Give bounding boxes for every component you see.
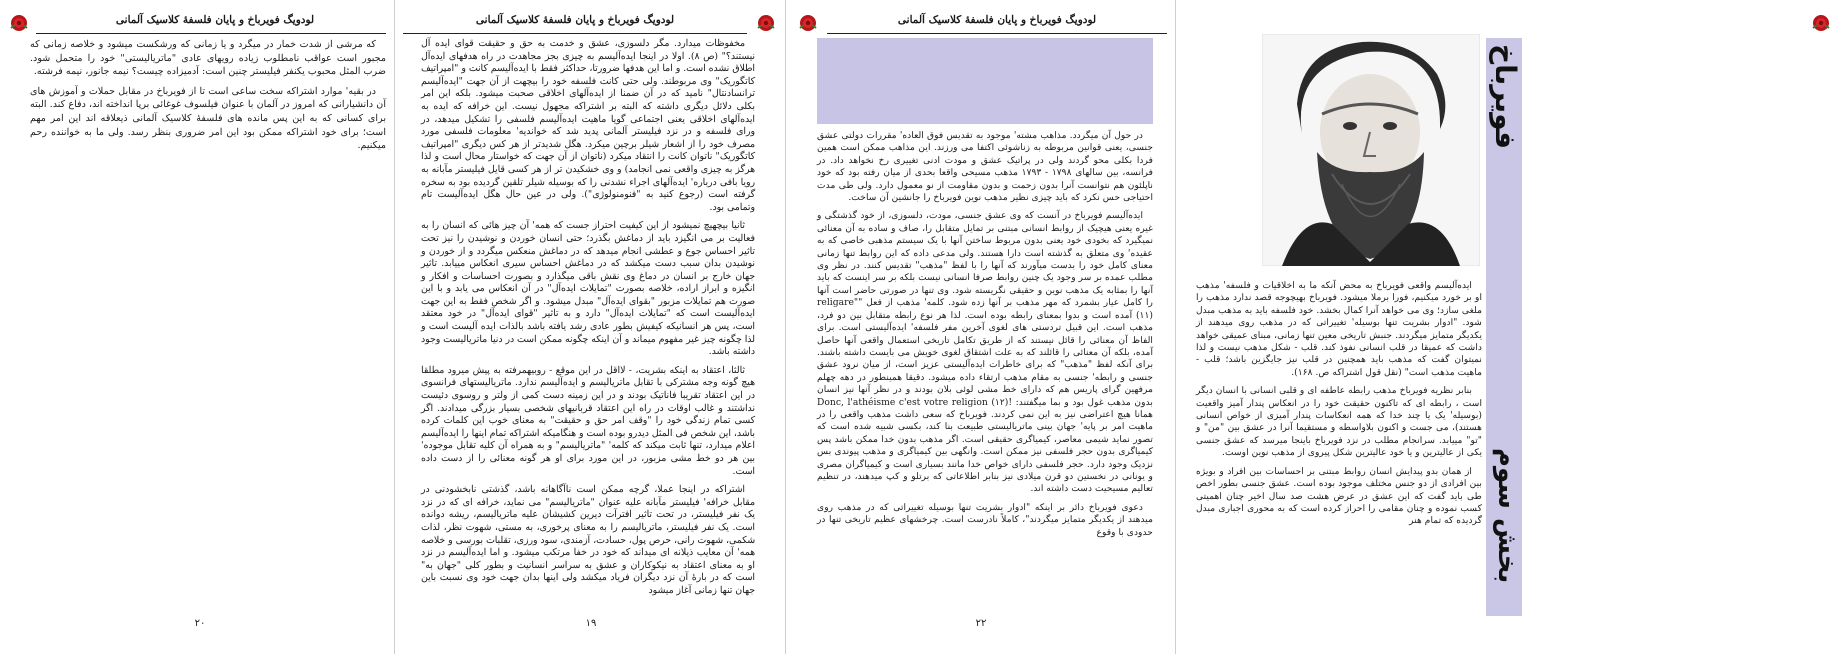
page-20 (0, 0, 394, 654)
page-21 (1176, 0, 1840, 654)
page-number: ۱۹ (585, 618, 597, 629)
rose-ornament-icon (8, 12, 30, 34)
page-number: ۲۲ (975, 618, 987, 629)
header-rule (403, 33, 747, 34)
rose-ornament-icon (755, 12, 777, 34)
rose-ornament-icon (1810, 12, 1832, 34)
rose-ornament-icon (797, 12, 819, 34)
body-text (817, 130, 1153, 545)
body-text (421, 38, 755, 604)
paragraph: در حول آن میگردد. مذاهب مشته' موجود به تقدیس فوق العاده' مقررات دولتی عشق جنسی، یعنی قوانین مربوطه به زناشوئی اکتفا می ورزند. این مذاهب ممکن است همین فردا بکلی محو گردند ولی در پراتیک عشق و مودت ادنی تغییری رخ نخواهد داد. در فرانسه، بین سالهای ۱۷۹۸ - ۱۷۹۳ مذهب مسیحی واقعا بحدی از میان رفته بود که خود ناپلئون هم نتوانست آنرا بدون زحمت و بدون مقاومت از نو معمول دارد. ولی طی مدت احتیاجی حس نکرد که باید چیزی نظیر مذهب نوین فویرباخ را جانشین آن ساخت. (817, 130, 1154, 204)
running-header: لودویگ فویرباخ و پایان فلسفهٔ کلاسیک آلمانی (115, 14, 315, 26)
body-text (1196, 280, 1482, 534)
paragraph: ایده‌آلیسم واقعی فویرباخ به محض آنکه ما به اخلاقیات و فلسفه' مذهب او بر خورد میکنیم، فورا برملا میشود. فویرباخ بهیچوجه قصد ندارد مذهب را ملغی سازد؛ وی می خواهد آنرا کمال بخشد. خود فلسفه باید به مذهب مبدل شود. "ادوار بشریت تنها بوسیله' تغییراتی که در مذهب روی میدهند از یکدیگر متمایز میگردند. جنبش تاریخی معین تنها زمانی، مبنای عمیقی خواهد داشت که عمیقا در قلب انسانی نفوذ کند. قلب - شکل مذهب نیست و لذا نمیتوان گفت که مذهب باید همچنین در قلب نیز جایگزین باشد؛ قلب - ماهیت مذهب است" (نقل قول اشتراکه ص. ۱۶۸). (1196, 280, 1482, 378)
highlight-box (817, 38, 1153, 124)
running-header: لودویگ فویرباخ و پایان فلسفهٔ کلاسیک آلمانی (897, 14, 1097, 26)
paragraph: ثالثا، اعتقاد به اینکه بشریت، - لااقل در این موقع - روبیهمرفته به پیش میرود مطلقا هیچ گونه وجه مشترکی با تقابل ماتریالیسم و ایده‌آلیسم ندارد. ماتریالیستهای فرانسوی در این اعتقاد تقریبا فاناتیک بودند و در این زمینه دست کمی از ولتر و روسوی دئیست نداشتند و غالب اوقات در راه این اعتقاد قربانیهای شخصی بسیار بزرگی میدادند. اگر کسی تمام زندگی خود را "وقف امر حق و حقیقت" به معنای خوب این کلمات کرده باشد، این شخص فی المثل دیدرو بوده است و هنگامیکه اشتراکه تمام اینها را ایده‌آلیسم اعلام میدارد، تنها ثابت میکند که کلمه' "ماتریالیسم" و به همراه آن کلیه تقابل موجوده' بین هر دو خط مشی مزبور، در این مورد برای او هر گونه معنائی را از دست داده است. (421, 364, 755, 477)
page-19 (395, 0, 785, 654)
paragraph: ایده‌آلیسم فویرباخ در آنست که وی عشق جنسی، مودت، دلسوزی، از خود گذشتگی و غیره یعنی هیچیک از روابط انسانی مبتنی بر تمایل متقابل را، صاف و ساده به آن معنائی نمیگیرد که بخودی خود یعنی بدون مربوط ساختن آنها با یک سیستم مذهبی خاصی که به عقیده' وی متعلق به گذشته است دارا هستند. ولی مدعی داده که این روابط تنها زمانی معنای کامل خود را بدست میآورند که آنها را با لفظ "مذهب" تقدیس کنند. در نظر وی مطلب عمده بر سر وجود یک چنین روابط صرفا انسانی نیست بلکه بر سر اینست که باید آنها را بمثابه یک مذهب نوین و حقیقی نگریسته شود. وی تنها در صورتی حاضر است آنها را کامل عیار بشمرد که مهر مذهب بر آنها زده شود. کلمه' مذهب از فعل "religare" (۱۱) آمده است و بدوا بمعنای رابطه بوده است. لذا هر نوع رابطه متقابل بین دو فرد، مذهب است. این قبیل تردستی های لغوی آخرین مفر فلسفه' ایده‌آلیستی است. برای الفاظ آن معنائی را قائل نیستند که از طریق تکامل تاریخی استعمال واقعی آنها حاصل آمده، بلکه آن معنائی را قائلند که به علت اشتقاق لغوی خویش می بایست داشته باشند. برای آنکه لفظ "مذهب" که برای خاطرات ایده‌آلیستی عزیز است، از میان نرود عشق جنسی و رابطه' جنسی به مقام مذهب ارتقاء داده میشود. دقیقا همینطور در دهه چهلم مرفهین گرای پاریس هم که دارای خط مشی لوئی بلان بودند و در نظر آنها نیز انسان بدون مذهب غول بود و بما میگفتند: !Donc, l'athéisme c'est votre religion (۱۲) همانا هیچ اعتراضی نیز به این نمی کردند. فویرباخ که سعی داشت مذهب واقعی را در ماهیت امر بر پایه' جهان بینی ماتریالیستی طبیعت بنا کند، بکسی شبیه شده است که تصور نماید شیمی معاصر، کیمیاگری حقیقی است. اگر مذهب بدون خدا ممکن باشد پس کیمیاگری بدون حجر فلسفی نیز ممکن است. وانگهی بین کیمیاگری و مذهب پیوندی بس نزدیک وجود دارد. حجر فلسفی دارای خواص خدا مانند بسیاری است و کیمیاگران مصری و یونانی در نخستین دو قرن میلادی نیز بنابر اطلاعاتی که برتلو و کپ میدهند، در تنظیم تعالیم مسیحیت دست داشته اند. (817, 210, 1153, 495)
paragraph: اشتراکه در اینجا عملا، گرچه ممکن است ناآگاهانه باشد، گذشتی نابخشودنی در مقابل خرافه' فیلیستر مآبانه علیه عنوان "ماتریالیسم" می نماید، خرافه ای که در نزد یک نفر فیلیستر، در تحت تاثیر افترآت دیرین کشیشان علیه ماتریالیسم، ریشه دوانده است. یک نفر فیلیستر، ماتریالیسم را به معنای پرخوری، به مستی، شهوت نظر، لذات شکمی، شهوت رانی، حرص پول، حسادت، آزمندی، سود ورزی، تقلبات بورسی و خلاصه همه' آن معایب ذیلانه ای میداند که خود در خفا مرتکب میشود. و اما ایده‌آلیسم در نزد او به معنای اعتقاد به نیکوکاران و عشق به سراسر انسانیت و بطور کلی "جهان به" است که در بارهٔ آن نزد دیگران فریاد میکشد ولی اینها بدان جهت خود وی نسبت باین جهان تنها زمانی آغاز میشود (421, 484, 755, 596)
body-text (30, 38, 386, 159)
page-divider (785, 0, 786, 654)
paragraph: ثانیا بیچهیچ نمیشود از این کیفیت احتراز جست که همه' آن چیز هائی که انسان را به فعالیت بر می انگیزد باید از دماغش بگذرد؛ حتی انسان خوردن و نوشیدن را نیز تحت تاثیر احساس جوع و عطشی انجام میدهد که در دماغش منعکس میگردد و از خوردن و نوشیدن بدان سبب دست میکشد که در دماغش احساس سیری انعکاس مییابد. تاثیر جهان خارج بر انسان در دماغ وی نقش باقی میگذارد و بصورت احساسات و افکار و انگیزه و ابراز اراده، خلاصه بصورت "تمایلات ایده‌آل" در آن انعکاس می یابد و با این صورت هم تمایلات مزبور "بقوای ایده‌آل" مبدل میشود. و اگر شخص فقط به این جهت ایده‌آلیست است که "تمایلات ایده‌آل" دارد و به تاثیر "قوای ایده‌آل" در خود معتقد است، پس هر انسانیکه کیفیش بطور عادی رشد یافته باشد بالذات ایده آلیست است و لذا چگونه چیز غیر مفهوم میماند و آن اینکه چگونه ممکن است در دنیا ماتریالیست وجود داشته باشد. (421, 220, 755, 358)
page-number: ۲۰ (194, 618, 206, 629)
paragraph: مخفوظات میدارد. مگر دلسوزی، عشق و خدمت به حق و حقیقت قوای ایده آل نیستند؟" (ص ۸). اولا در اینجا ایده‌آلیسم به چیزی بجز مجاهدت در راه هدفهای ایده‌آل اطلاق نشده است. و اما این هدفها ضرورتا، حداکثر فقط با ایده‌آلیسم کانت و "امپراتیف کاتگوریک" وی مربوطند. ولی حتی کانت فلسفه خود را بیچهت از آن جهت "ایده‌آلیسم ترانسادنتال" نامید که در آن ضمنا از ایده‌آلهای اخلاقی صحبت میشود. بلکه این امر بکلی دلائل دیگری داشته که البته بر اشتراکه مجهول نیست. این خرافه که ایده به ایده‌آلهای اخلاقی یعنی اجتماعی گویا ماهیت ایده‌آلیسم فلسفی را تشکیل میدهد، در ورای فلسفه و در نزد فیلیستر آلمانی پدید شد که خواندیه' معلومات فلسفی مورد مصرف خود را از اشعار شیلر برچین میکرد. هگل شدیدتر از هر کس دیگری "امپراتیف کاتگوریک" ناتوان کانت را انتقاد میکرد (ناتوان از آن جهت که خواستار محال است و لذا هرگز به چیزی واقعی نمی انجامد) و وی خشکیدن تر از هر کسی قایل فیلیستر مآبانه به رویا بافی درباره' ایده‌آلهای اجراء نشدنی را که بوسیله شیلر تلقین گردیده بود به سخره گرفته است (رجوع کنید به "فنومنولوژی"). ولی در عین حال هگل ایده‌آلیست تام وتمامی بود. (421, 38, 755, 213)
paragraph: که مرشی از شدت خمار در میگرد و یا زمانی که ورشکست میشود و خلاصه زمانی که مجبور است عواقب نامطلوب زیاده رویهای عادی "ماتریالیستی" خود را متحمل شود. ضرب المثل محبوب یکنفر فیلیستر چنین است: آدمیزاده چیست؟ نیمه جانور، نیمه فرشته. (30, 39, 386, 78)
chapter-title-bottom: بخش سوم (1492, 448, 1522, 584)
header-rule (36, 33, 386, 34)
page-22 (787, 0, 1175, 654)
paragraph: دعوی فویرباخ دائر بر اینکه "ادوار بشریت تنها بوسیله تغییراتی که در مذهب روی میدهند از یکدیگر متمایز میگردند"، کاملاً نادرست است. چرخشهای عظیم تاریخی تنها در حدودی با وقوع (817, 501, 1153, 538)
paragraph: از همان بدو پیدایش انسان روابط مبتنی بر احساسات بین افراد و بویژه بین افرادی از دو جنس مختلف موجود بوده است. عشق جنسی بطور اخص طی باید گفت که این عشق در عرض هشت صد سال اخیر چنان اهمیتی کسب نموده و چنان مقامی را احراز کرده است که به محوری اجباری مبدل گردیده که تمام هنر (1196, 465, 1482, 527)
chapter-title-top: فویرباخ (1489, 44, 1522, 150)
portrait-image (1262, 34, 1480, 266)
paragraph: در بقیه' موارد اشتراکه سخت ساعی است تا از فویرباخ در مقابل حملات و آموزش های آن دانشیارانی که امروز در آلمان با عنوان فیلسوف غوغائی برپا انداخته اند، دفاع کند. البته برای کسانی که به این پس مانده های فلسفهٔ کلاسیک آلمانی ذیعلاقه اند این امر مهم است؛ برای خود اشتراکه ممکن بود این امر ضروری بنظر رسد. ولی ما به خواننده رحم میکنیم. (30, 85, 386, 152)
running-header: لودویگ فویرباخ و پایان فلسفهٔ کلاسیک آلمانی (475, 14, 675, 26)
paragraph: بنابر نظریه فویرباخ مذهب رابطه عاطفه ای و قلبی انسانی با انسان دیگر است ، رابطه ای که تاکنون حقیقت خود را در انعکاس پندار آمیز واقعیت (بوسیله' یک یا چند خدا که همه انعکاسات پندار آمیزی از خواص انسانی هستند)، می جست و اکنون بلاواسطه و مستقیما آنرا در عشق بین "من" و "تو" مییابد. سرانجام مطلب در نزد فویرباخ باینجا میرسد که عشق جنسی یکی از عالیترین و یا خود عالیترین شکل پیروی از مذهب نوین اوست. (1196, 385, 1482, 459)
header-rule (827, 33, 1167, 34)
